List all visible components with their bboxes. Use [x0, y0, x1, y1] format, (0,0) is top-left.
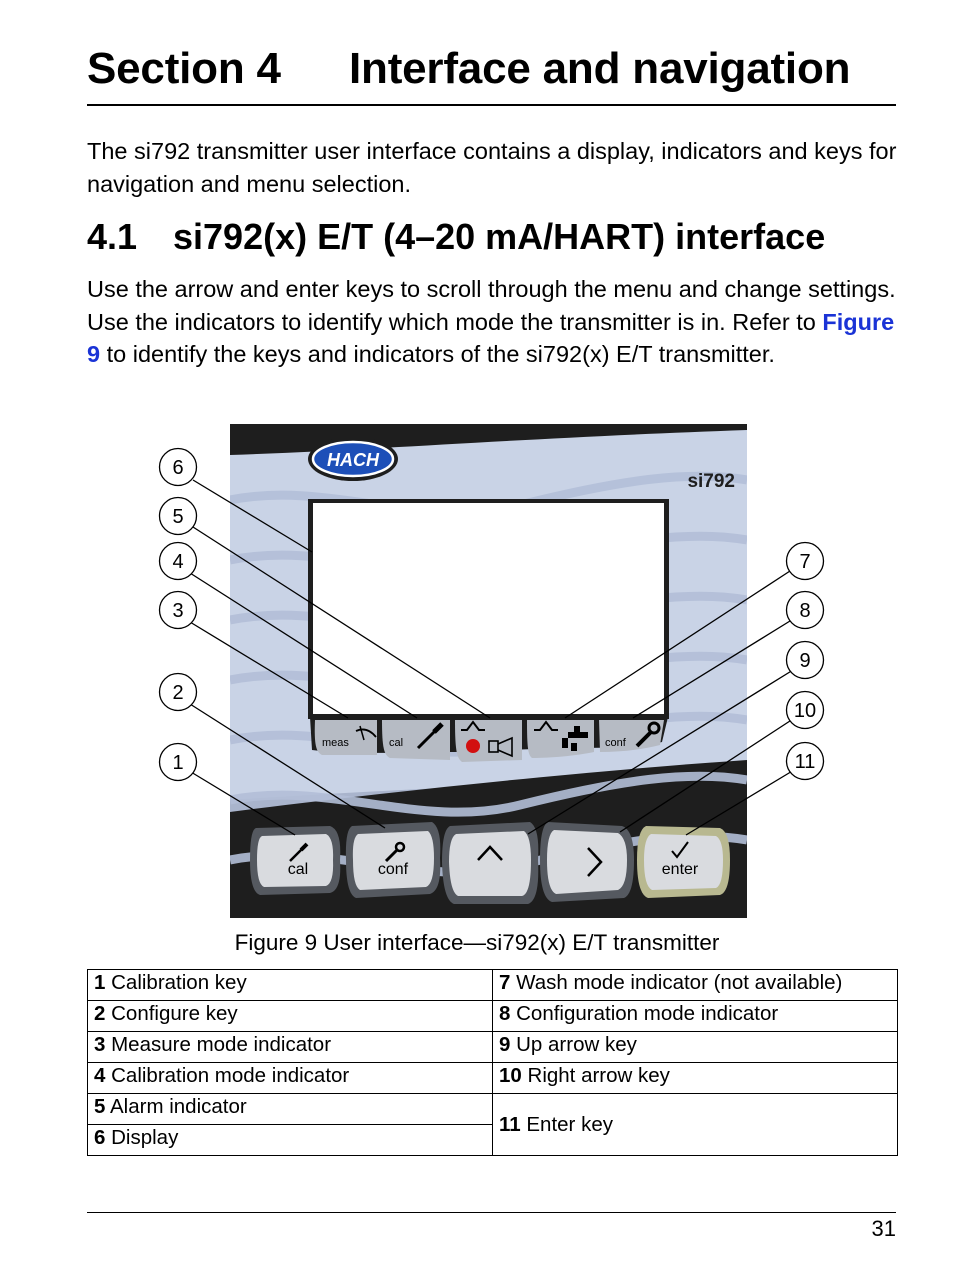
legend-cell: 1 Calibration key — [88, 970, 493, 1001]
legend-cell: 8 Configuration mode indicator — [493, 1001, 898, 1032]
wash-mode-indicator — [527, 720, 594, 758]
cal-key-label: cal — [287, 861, 309, 878]
subsection-name: si792(x) E/T (4–20 mA/HART) interface — [173, 216, 826, 257]
meas-label: meas — [322, 737, 349, 749]
page-number: 31 — [871, 1216, 896, 1241]
hach-logo — [308, 437, 398, 481]
alarm-indicator — [455, 720, 522, 762]
svg-text:6: 6 — [172, 457, 184, 479]
callout-4 — [160, 543, 197, 580]
legend-cell: 3 Measure mode indicator — [88, 1032, 493, 1063]
up-arrow-key[interactable] — [442, 822, 538, 904]
device-panel — [230, 424, 747, 918]
table-row — [88, 970, 898, 1001]
subsection-title — [87, 216, 825, 258]
intro-paragraph: The si792 transmitter user interface contains a display, indicators and keys for navigation and menu selection. — [87, 138, 897, 197]
callout-10 — [787, 692, 824, 729]
cal-indicator-label: cal — [389, 737, 404, 749]
legend-cell: 4 Calibration mode indicator — [88, 1063, 493, 1094]
figure-9-link[interactable]: Figure 9 — [87, 308, 895, 367]
section-rule — [87, 104, 896, 106]
alarm-led-icon — [466, 739, 480, 753]
footer-rule — [87, 1212, 896, 1213]
svg-text:10: 10 — [793, 700, 817, 722]
model-label: si792 — [687, 471, 735, 492]
legend-cell: 11 Enter key — [493, 1094, 898, 1156]
table-row — [88, 1063, 898, 1094]
legend-cell: 2 Configure key — [88, 1001, 493, 1032]
legend-cell: 6 Display — [88, 1125, 493, 1156]
callout-8 — [787, 592, 824, 629]
enter-key-label: enter — [661, 861, 699, 878]
figure-caption: Figure 9 User interface—si792(x) E/T transmitter — [234, 930, 720, 955]
measure-mode-indicator — [315, 720, 377, 755]
table-row — [88, 1001, 898, 1032]
enter-key[interactable] — [637, 826, 730, 898]
configure-key[interactable] — [346, 822, 440, 898]
conf-indicator-label: conf — [605, 737, 626, 749]
subsection-number: 4.1 — [87, 216, 138, 257]
svg-text:8: 8 — [799, 600, 811, 622]
svg-text:7: 7 — [799, 551, 811, 573]
callout-9 — [787, 642, 824, 679]
svg-text:11: 11 — [794, 751, 816, 773]
calibration-key[interactable] — [250, 826, 340, 895]
legend-cell: 5 Alarm indicator — [88, 1094, 493, 1125]
legend-cell: 7 Wash mode indicator (not available) — [493, 970, 898, 1001]
calibration-mode-indicator — [382, 720, 450, 760]
section-name: Interface and navigation — [349, 44, 851, 93]
svg-text:3: 3 — [172, 600, 184, 622]
svg-text:4: 4 — [172, 551, 184, 573]
svg-text:1: 1 — [172, 752, 184, 774]
svg-text:2: 2 — [172, 682, 184, 704]
legend-cell: 10 Right arrow key — [493, 1063, 898, 1094]
conf-key-label: conf — [377, 861, 409, 878]
legend-cell: 9 Up arrow key — [493, 1032, 898, 1063]
section-number: Section 4 — [87, 44, 281, 93]
svg-text:5: 5 — [172, 506, 184, 528]
section-title — [87, 44, 850, 94]
callout-3 — [160, 592, 197, 629]
callout-11 — [787, 743, 824, 780]
callout-5 — [160, 498, 197, 535]
brand-text: HACH — [327, 450, 379, 470]
body-text-2: to identify the keys and indicators of the si792(x) E/T transmitter. — [100, 341, 775, 367]
callout-7 — [787, 543, 824, 580]
callout-1 — [160, 744, 197, 781]
callout-2 — [160, 674, 197, 711]
body-text-1: Use the arrow and enter keys to scroll through the menu and change settings. Use the indicators to identify which mode the transmitter is in. Refer to — [87, 276, 896, 335]
legend-table — [87, 969, 898, 1156]
table-row — [88, 1032, 898, 1063]
body-paragraph — [87, 273, 902, 371]
callout-6 — [160, 449, 197, 486]
svg-text:9: 9 — [799, 650, 811, 672]
display — [313, 503, 664, 714]
table-row — [88, 1094, 898, 1125]
right-arrow-key[interactable] — [540, 822, 634, 902]
